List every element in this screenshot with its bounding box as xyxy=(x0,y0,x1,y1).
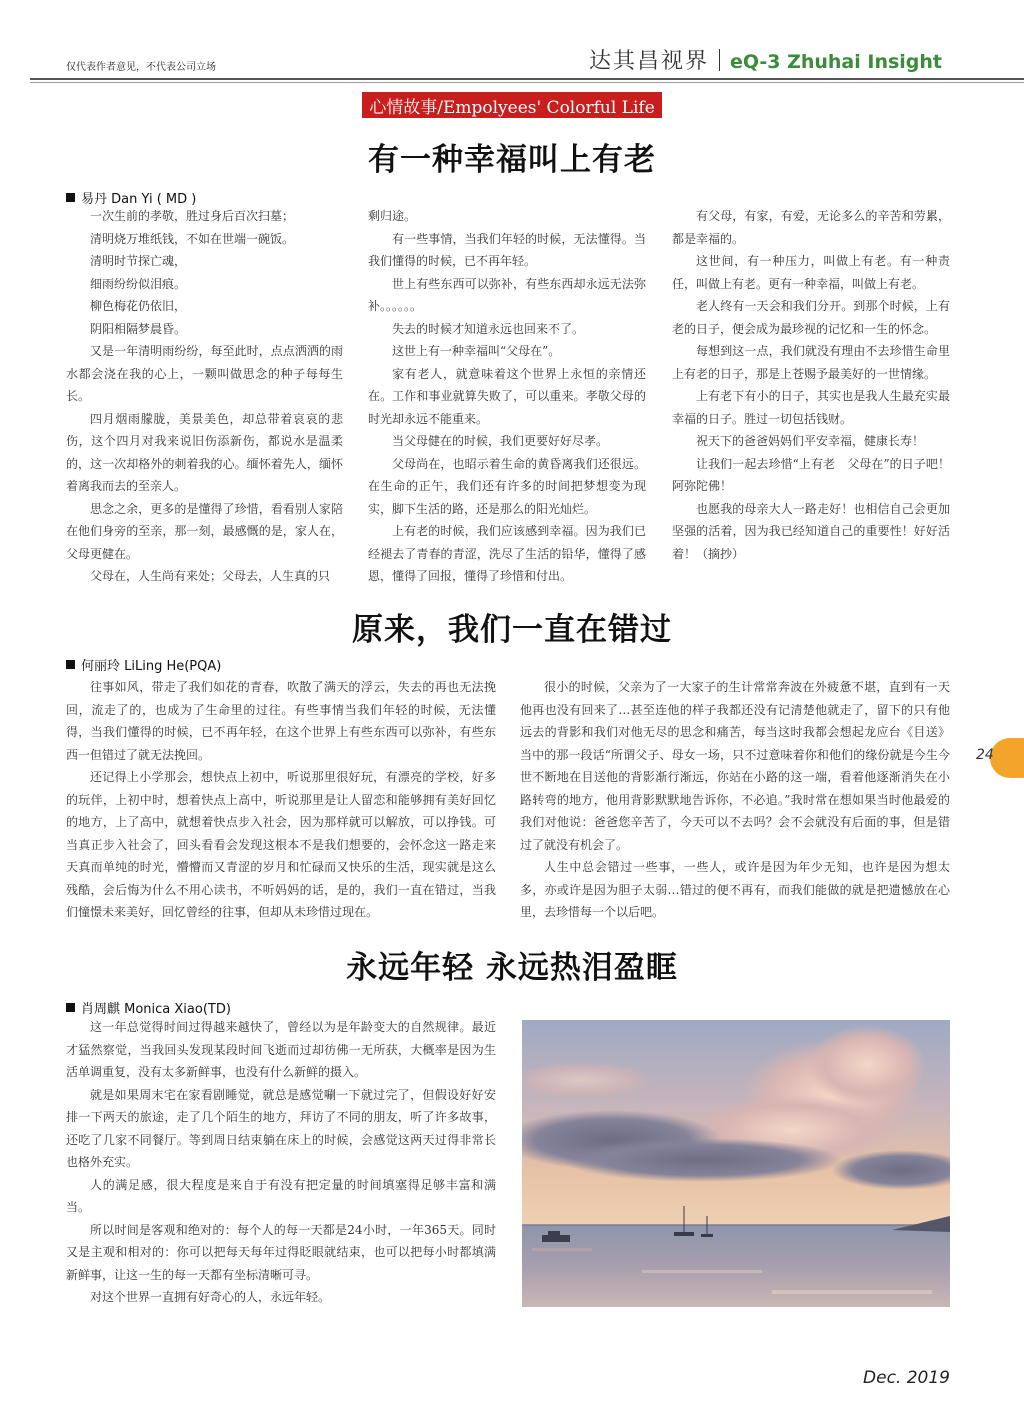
header-rule-thin xyxy=(30,82,1024,83)
paragraph: 所以时间是客观和绝对的：每个人的每一天都是24小时，一年365天。同时又是主观和相对的：你可以把每天每年过得眨眼就结束，也可以把每小时都填满新鲜事，让这一生的每一天都有坐标清晰可寻。 xyxy=(66,1222,496,1282)
article2-col1 xyxy=(66,676,496,924)
masthead-en: eQ-3 Zhuhai Insight xyxy=(729,51,942,73)
masthead-divider xyxy=(719,49,720,71)
paragraph: 世上有些东西可以弥补，有些东西却永远无法弥补。。。。。。 xyxy=(368,276,646,313)
paragraph: 清明烧万堆纸钱，不如在世端一碗饭。 xyxy=(90,231,295,246)
paragraph: 也愿我的母亲大人一路走好！也相信自己会更加坚强的活着，因为我已经知道自己的重要性！好好活着！（摘抄） xyxy=(672,501,950,561)
paragraph: 剩归途。 xyxy=(368,209,417,223)
paragraph: 清明时节探亡魂， xyxy=(90,254,187,268)
paragraph: 细雨纷纷似泪痕。 xyxy=(90,276,187,291)
paragraph: 思念之余，更多的是懂得了珍惜，看看别人家陪在他们身旁的至亲，那一刻，最感慨的是，家人在，父母更健在。 xyxy=(66,501,343,561)
paragraph: 四月烟雨朦胧，美景美色，却总带着哀哀的悲伤，这个四月对我来说旧伤添新伤，都说水是温柔的，这一次却格外的刺着我的心。缅怀着先人，缅怀着离我而去的至亲人。 xyxy=(66,411,343,493)
paragraph: 往事如风，带走了我们如花的青春，吹散了满天的浮云，失去的再也无法挽回，流走了的，也成为了生命里的过往。有些事情当我们年轻的时候，无法懂得，当我们懂得的时候，已不再年轻，在这个世界上有些东西可以弥补，有些东西一但错过了就无法挽回。 xyxy=(66,680,496,762)
paragraph: 一次生前的孝敬，胜过身后百次扫墓； xyxy=(90,209,295,223)
paragraph: 这世上有一种幸福叫“父母在”。 xyxy=(392,344,561,358)
page-tab xyxy=(990,738,1024,778)
masthead-cn: 达其昌视界 xyxy=(588,49,709,74)
header-rule xyxy=(30,78,1024,80)
paragraph: 失去的时候才知道永远也回来不了。 xyxy=(392,321,585,336)
article3-author: 肖周麒 Monica Xiao(TD) xyxy=(81,1002,231,1017)
article2-author: 何丽玲 LiLing He(PQA) xyxy=(81,659,222,674)
paragraph: 上有老下有小的日子，其实也是我人生最充实最幸福的日子。胜过一切包括钱财。 xyxy=(672,389,950,426)
paragraph: 人生中总会错过一些事，一些人，或许是因为年少无知，也许是因为想太多，亦或许是因为胆子太弱…错过的便不再有，而我们能做的就是把遗憾放在心里，去珍惜每一个以后吧。 xyxy=(520,860,950,919)
paragraph: 祝天下的爸爸妈妈们平安幸福，健康长寿！ xyxy=(696,434,925,448)
paragraph: 阴阳相隔梦晨昏。 xyxy=(90,321,187,336)
paragraph: 父母尚在，也昭示着生命的黄昏离我们还很远。在生命的正午，我们还有许多的时间把梦想变为现实，脚下生活的路，还是那么的阳光灿烂。 xyxy=(368,456,646,516)
paragraph: 又是一年清明雨纷纷，每至此时，点点洒洒的雨水都会浇在我的心上，一颗叫做思念的种子每每生长。 xyxy=(66,344,343,403)
paragraph: 很小的时候，父亲为了一大家子的生计常常奔波在外疲惫不堪，直到有一天他再也没有回来了…甚至连他的样子我都还没有记清楚他就走了，留下的只有他远去的背影和我们对他无尽的思念和痛苦，每当这时我都会想起龙应台《目送》当中的那一段话“所谓父子、母女一场，只不过意味着你和他们的缘份就是今生今世不断地在目送他的背影渐行渐远，你站在小路的这一端，看着他逐渐消失在小路转弯的地方，他用背影默默地告诉你，不必追。”我时常在想如果当时他最爱的我们对他说：爸爸您辛苦了，今天可以不去吗？会不会就没有后面的事，但是错过了就没有机会了。 xyxy=(520,680,950,852)
article1-col1 xyxy=(66,205,343,588)
sunset-sea-photo xyxy=(522,1020,950,1307)
paragraph: 老人终有一天会和我们分开。到那个时候，上有老的日子，便会成为最珍视的记忆和一生的怀念。 xyxy=(672,299,950,336)
paragraph: 上有老的时候，我们应该感到幸福。因为我们已经褪去了青春的青涩，洗尽了生活的铅华，懂得了感恩，懂得了回报，懂得了珍惜和付出。 xyxy=(368,524,646,583)
paragraph: 每想到这一点，我们就没有理由不去珍惜生命里上有老的日子，那是上苍赐予最美好的一世情缘。 xyxy=(672,344,950,381)
section-banner: 心情故事/Empolyees' Colorful Life xyxy=(362,92,662,118)
article2-byline xyxy=(66,655,221,674)
paragraph: 对这个世界一直拥有好奇心的人，永远年轻。 xyxy=(90,1290,331,1304)
article2-col2 xyxy=(520,676,950,924)
article3-title: 永远年轻 永远热泪盈眶 xyxy=(346,950,678,986)
article1-author: 易丹 Dan Yi ( MD ) xyxy=(81,192,197,207)
paragraph: 当父母健在的时候，我们更要好好尽孝。 xyxy=(392,434,609,448)
paragraph: 有父母，有家，有爱，无论多么的辛苦和劳累，都是幸福的。 xyxy=(672,209,950,246)
paragraph: 人的满足感，很大程度是来自于有没有把定量的时间填塞得足够丰富和满当。 xyxy=(66,1177,496,1214)
byline-square-icon xyxy=(66,660,75,669)
paragraph: 还记得上小学那会，想快点上初中，听说那里很好玩，有漂亮的学校，好多的玩伴，上初中时，想着快点上高中，听说那里是让人留恋和能够拥有美好回忆的地方，上了高中，就想着快点步入社会，因为那样就可以解放，可以挣钱。可当真正步入社会了，回头看看会发现这根本不是我们想要的，会怀念这一路走来天真而单纯的时光，懵懵而又青涩的岁月和忙碌而又快乐的生活，现实就是这么残酷，会后悔为什么不用心读书，不听妈妈的话，是的，我们一直在错过，当我们憧憬未来美好，回忆曾经的往事，但却从未珍惜过现在。 xyxy=(66,770,496,919)
byline-square-icon xyxy=(66,193,75,202)
disclaimer: 仅代表作者意见，不代表公司立场 xyxy=(66,62,216,73)
paragraph: 这一年总觉得时间过得越来越快了，曾经以为是年龄变大的自然规律。最近才猛然察觉，当我回头发现某段时间飞逝而过却彷佛一无所获，大概率是因为生活单调重复，没有太多新鲜事，也没有什么新鲜的摄入。 xyxy=(66,1020,496,1079)
byline-square-icon xyxy=(66,1003,75,1012)
paragraph: 家有老人，就意味着这个世界上永恒的亲情还在。工作和事业就算失败了，可以重来。孝敬父母的时光却永远不能重来。 xyxy=(368,366,646,426)
paragraph: 就是如果周末宅在家看剧睡觉，就总是感觉唰一下就过完了，但假设好好安排一下两天的旅途，走了几个陌生的地方，拜访了不同的朋友，听了许多故事，还吃了几家不同餐厅。等到周日结束躺在床上的时候，会感觉这两天过得非常长也格外充实。 xyxy=(66,1087,496,1169)
article3-col1 xyxy=(66,1016,496,1309)
article1-title: 有一种幸福叫上有老 xyxy=(368,142,656,178)
article1-col2 xyxy=(368,205,646,588)
paragraph: 这世间，有一种压力，叫做上有老。有一种责任，叫做上有老。更有一种幸福，叫做上有老。 xyxy=(672,254,950,291)
paragraph: 父母在，人生尚有来处；父母去，人生真的只 xyxy=(90,569,331,583)
paragraph: 让我们一起去珍惜“上有老 父母在”的日子吧！阿弥陀佛！ xyxy=(672,456,950,493)
issue-date: Dec. 2019 xyxy=(863,1368,950,1388)
masthead xyxy=(589,44,942,75)
paragraph: 有一些事情，当我们年轻的时候，无法懂得。当我们懂得的时候，已不再年轻。 xyxy=(368,231,646,268)
article1-col3 xyxy=(672,205,950,565)
paragraph: 柳色梅花仍依旧， xyxy=(90,299,187,313)
page-number: 24 xyxy=(976,747,994,763)
article2-title: 原来，我们一直在错过 xyxy=(352,612,672,648)
article3-byline xyxy=(66,998,231,1017)
